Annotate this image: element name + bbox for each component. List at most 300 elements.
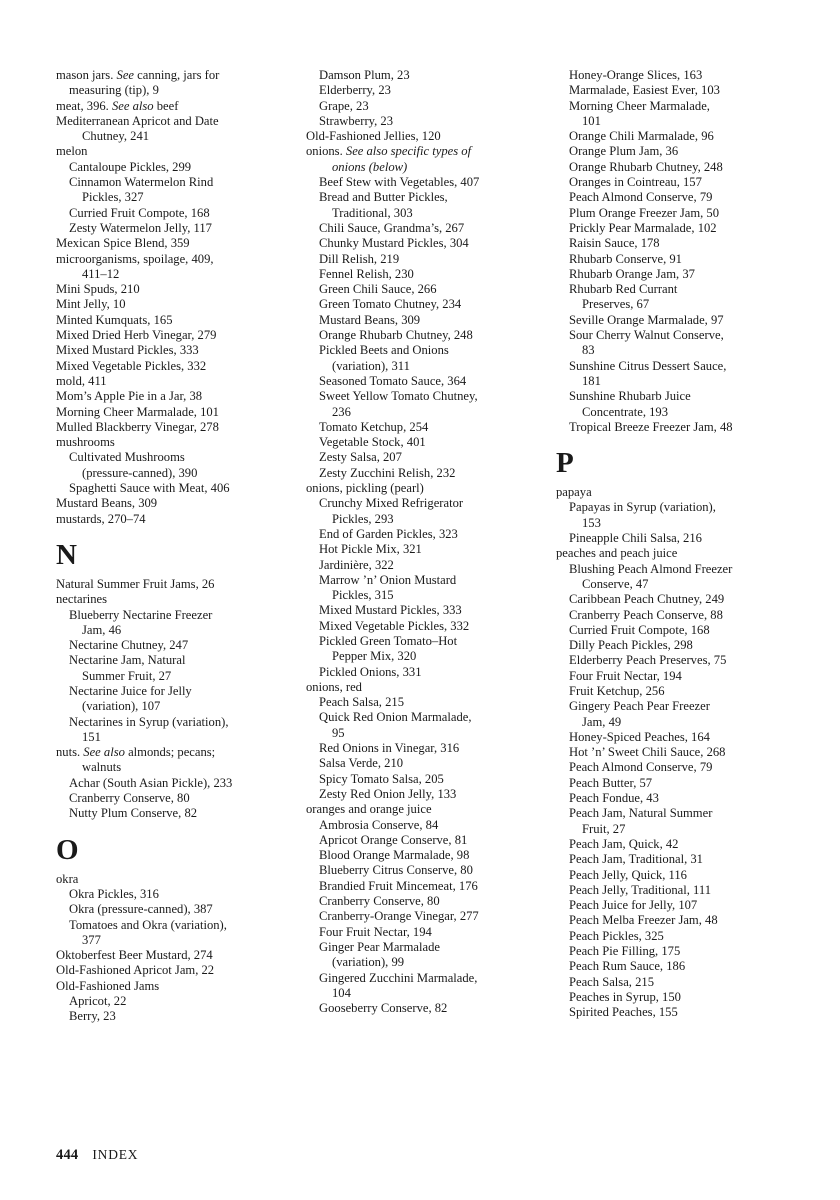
index-entry — [556, 730, 784, 745]
index-entry — [56, 481, 284, 496]
index-entry-text: Curried Fruit Compote, 168 — [569, 622, 710, 637]
index-entry — [56, 221, 284, 236]
index-entry-text: Peach Juice for Jelly, 107 — [569, 898, 698, 913]
page-footer — [56, 1147, 138, 1164]
index-entry — [556, 975, 784, 990]
index-entry-text: (pressure-canned), 390 — [82, 465, 198, 480]
index-entry — [306, 909, 534, 924]
index-entry — [56, 979, 284, 994]
index-entry — [306, 756, 534, 771]
index-entry — [56, 592, 284, 607]
index-letter-heading: P — [556, 447, 575, 480]
index-entry — [556, 837, 784, 852]
index-entry — [306, 83, 534, 98]
index-entry — [306, 818, 534, 833]
index-entry — [306, 542, 534, 557]
index-entry — [556, 822, 784, 837]
index-entry — [556, 623, 784, 638]
index-entry-text: Nectarine Jam, Natural — [69, 653, 186, 668]
index-entry-text: Marmalade, Easiest Ever, 103 — [569, 83, 720, 98]
index-entry — [556, 791, 784, 806]
index-entry-text: Mexican Spice Blend, 359 — [56, 236, 190, 251]
index-entry — [56, 343, 284, 358]
index-entry-text: Sunshine Rhubarb Juice — [569, 389, 691, 404]
index-entry-text: Mixed Vegetable Pickles, 332 — [319, 618, 470, 633]
index-entry — [306, 787, 534, 802]
index-entry — [56, 466, 284, 481]
index-entry — [306, 68, 534, 83]
index-entry-text: Jardinière, 322 — [319, 557, 394, 572]
index-entry-text: Chunky Mustard Pickles, 304 — [319, 236, 469, 251]
index-entry-text: Peach Rum Sauce, 186 — [569, 959, 686, 974]
index-entry — [56, 297, 284, 312]
index-entry — [306, 588, 534, 603]
index-entry — [306, 206, 534, 221]
index-entry-text: Spicy Tomato Salsa, 205 — [319, 771, 444, 786]
index-entry-text: Green Tomato Chutney, 234 — [319, 297, 462, 312]
index-entry-text: Four Fruit Nectar, 194 — [569, 668, 682, 683]
index-entry-text: Tomatoes and Okra (variation), — [69, 917, 227, 932]
index-entry — [556, 531, 784, 546]
index-entry — [56, 806, 284, 821]
index-entry-text: Rhubarb Conserve, 91 — [569, 251, 682, 266]
index-entry — [306, 971, 534, 986]
index-entry — [56, 933, 284, 948]
index-entry-text: onions, pickling (pearl) — [306, 481, 424, 496]
index-entry — [56, 144, 284, 159]
index-entry — [556, 653, 784, 668]
index-entry — [556, 1005, 784, 1020]
index-entry-text: Nectarine Juice for Jelly — [69, 683, 192, 698]
index-entry — [556, 684, 784, 699]
index-entry-text: Old-Fashioned Jellies, 120 — [306, 129, 441, 144]
index-entry-text: Tropical Breeze Freezer Jam, 48 — [569, 419, 733, 434]
index-entry-text: Mulled Blackberry Vinegar, 278 — [56, 419, 219, 434]
index-entry — [306, 129, 534, 144]
index-entry — [556, 699, 784, 714]
index-entry-text: Plum Orange Freezer Jam, 50 — [569, 205, 720, 220]
index-letter-heading: O — [56, 833, 80, 866]
index-entry — [306, 848, 534, 863]
index-entry-text: Gooseberry Conserve, 82 — [319, 1001, 448, 1016]
index-entry-text: canning, jars for — [137, 68, 220, 82]
index-entry — [556, 343, 784, 358]
index-entry — [56, 608, 284, 623]
index-entry — [556, 852, 784, 867]
index-entry-text: Dilly Peach Pickles, 298 — [569, 638, 693, 653]
index-entry-text: Spirited Peaches, 155 — [569, 1005, 678, 1020]
folio-number: 444 — [56, 1147, 79, 1163]
index-entry — [56, 405, 284, 420]
index-entry — [306, 879, 534, 894]
index-entry — [306, 1001, 534, 1016]
index-entry — [556, 328, 784, 343]
index-entry-text: Caribbean Peach Chutney, 249 — [569, 592, 725, 607]
index-entry-text: beef — [156, 98, 179, 113]
index-cross-reference: onions (below) — [332, 159, 408, 174]
index-entry — [556, 282, 784, 297]
index-entry-text: Nectarine Chutney, 247 — [69, 638, 189, 653]
index-entry-text: Peach Pie Filling, 175 — [569, 944, 681, 959]
index-entry-text: (variation), 311 — [332, 358, 410, 373]
index-entry — [306, 710, 534, 725]
index-entry-text: Salsa Verde, 210 — [319, 756, 404, 771]
index-entry — [556, 114, 784, 129]
index-entry-text: Mixed Dried Herb Vinegar, 279 — [56, 328, 217, 343]
index-entry-text: Oranges in Cointreau, 157 — [569, 175, 702, 190]
index-entry — [556, 221, 784, 236]
index-entry-text: Sour Cherry Walnut Conserve, — [569, 328, 724, 343]
index-entry-text: Peach Melba Freezer Jam, 48 — [569, 913, 718, 928]
index-entry-text: Green Chili Sauce, 266 — [319, 282, 437, 297]
index-entry — [306, 680, 534, 695]
index-entry-text: Jam, 49 — [582, 714, 622, 729]
index-entry — [306, 405, 534, 420]
index-entry — [556, 99, 784, 114]
index-entry — [56, 496, 284, 511]
index-entry-text: Mustard Beans, 309 — [56, 496, 158, 511]
index-entry-text: Dill Relish, 219 — [319, 251, 400, 266]
index-entry-text: Okra (pressure-canned), 387 — [69, 902, 213, 917]
index-entry-text: Honey-Orange Slices, 163 — [569, 68, 703, 82]
index-entry — [56, 190, 284, 205]
index-entry-text: Rhubarb Red Currant — [569, 282, 678, 297]
index-entry — [306, 619, 534, 634]
index-entry-text: Peach Jelly, Traditional, 111 — [569, 882, 712, 897]
index-entry-text: Hot ’n’ Sweet Chili Sauce, 268 — [569, 745, 726, 760]
index-entry — [56, 512, 284, 527]
index-entry-text: Prickly Pear Marmalade, 102 — [569, 220, 717, 235]
index-entry — [56, 730, 284, 745]
index-entry — [56, 374, 284, 389]
index-entry — [306, 420, 534, 435]
index-entry — [56, 653, 284, 668]
index-entry-text: Beef Stew with Vegetables, 407 — [319, 175, 480, 190]
index-entry-text: Minted Kumquats, 165 — [56, 312, 173, 327]
index-entry — [306, 649, 534, 664]
index-entry-text: Papayas in Syrup (variation), — [569, 500, 716, 515]
index-entry-text: Okra Pickles, 316 — [69, 886, 159, 901]
index-entry — [56, 282, 284, 297]
index-entry-text: Cinnamon Watermelon Rind — [69, 175, 214, 190]
index-entry-text: Orange Chili Marmalade, 96 — [569, 129, 714, 144]
index-entry — [56, 948, 284, 963]
index-entry — [556, 267, 784, 282]
index-entry-text: Quick Red Onion Marmalade, — [319, 710, 472, 725]
index-entry-text: Mixed Mustard Pickles, 333 — [319, 603, 462, 618]
index-entry — [556, 144, 784, 159]
index-entry — [56, 887, 284, 902]
index-entry — [306, 343, 534, 358]
index-column-1 — [56, 68, 284, 1088]
index-entry — [56, 791, 284, 806]
index-entry — [556, 374, 784, 389]
index-entry-text: nectarines — [56, 592, 108, 607]
index-entry-text: meat, 396. — [56, 98, 112, 113]
index-entry-text: Peach Salsa, 215 — [319, 695, 404, 710]
index-entry-text: oranges and orange juice — [306, 802, 432, 817]
index-entry-text: Pickles, 293 — [332, 511, 394, 526]
index-entry-text: Mixed Vegetable Pickles, 332 — [56, 358, 207, 373]
index-entry — [306, 221, 534, 236]
index-entry — [56, 872, 284, 887]
index-entry-text: Peach Almond Conserve, 79 — [569, 190, 713, 205]
index-entry — [306, 435, 534, 450]
index-entry-text: Mediterranean Apricot and Date — [56, 113, 219, 128]
index-entry-text: 377 — [82, 932, 101, 947]
index-entry-text: Vegetable Stock, 401 — [319, 435, 426, 450]
index-entry — [306, 282, 534, 297]
index-entry — [306, 359, 534, 374]
index-entry-text: 104 — [332, 985, 351, 1000]
index-entry-text: Four Fruit Nectar, 194 — [319, 924, 432, 939]
index-entry-text: Crunchy Mixed Refrigerator — [319, 496, 464, 511]
index-entry-text: Red Onions in Vinegar, 316 — [319, 741, 460, 756]
index-entry — [306, 236, 534, 251]
index-entry-text: Nectarines in Syrup (variation), — [69, 714, 229, 729]
index-entry-text: Grape, 23 — [319, 98, 369, 113]
index-entry — [306, 466, 534, 481]
index-entry — [556, 313, 784, 328]
index-entry-text: Pickled Green Tomato–Hot — [319, 633, 458, 648]
index-entry-text: Orange Rhubarb Chutney, 248 — [319, 328, 473, 343]
index-entry — [306, 772, 534, 787]
index-entry-text: Zesty Red Onion Jelly, 133 — [319, 786, 457, 801]
index-entry — [556, 806, 784, 821]
index-entry-text: Fruit, 27 — [582, 821, 626, 836]
index-entry — [56, 577, 284, 592]
index-entry — [556, 990, 784, 1005]
index-entry — [556, 776, 784, 791]
index-entry-text: Oktoberfest Beer Mustard, 274 — [56, 948, 213, 963]
index-entry-text: Nutty Plum Conserve, 82 — [69, 806, 198, 821]
index-cross-reference: See also — [111, 98, 157, 113]
index-entry — [56, 160, 284, 175]
index-entry — [306, 481, 534, 496]
index-entry-text: Zesty Zucchini Relish, 232 — [319, 465, 456, 480]
index-entry-text: Jam, 46 — [82, 622, 122, 637]
index-entry — [556, 516, 784, 531]
index-entry-text: mold, 411 — [56, 373, 107, 388]
index-entry-text: Blueberry Nectarine Freezer — [69, 607, 213, 622]
index-cross-reference: See — [116, 68, 138, 82]
index-entry — [306, 328, 534, 343]
index-entry-text: Curried Fruit Compote, 168 — [69, 205, 210, 220]
index-entry — [306, 512, 534, 527]
index-entry — [306, 955, 534, 970]
index-entry-text: Apricot, 22 — [69, 994, 127, 1009]
index-entry-text: Chili Sauce, Grandma’s, 267 — [319, 220, 465, 235]
index-cross-reference: See also specific types of — [345, 144, 472, 159]
index-entry-text: nuts. — [56, 745, 84, 760]
index-entry — [56, 699, 284, 714]
index-entry-text: Damson Plum, 23 — [319, 68, 410, 82]
index-entry-text: (variation), 99 — [332, 955, 405, 970]
index-entry-text: onions. — [306, 144, 346, 159]
index-entry-text: Marrow ’n’ Onion Mustard — [319, 572, 457, 587]
index-entry-text: 153 — [582, 515, 601, 530]
index-entry-text: Gingery Peach Pear Freezer — [569, 699, 710, 714]
index-column-3 — [556, 68, 784, 1088]
index-entry — [306, 374, 534, 389]
index-entry — [56, 623, 284, 638]
index-entry — [306, 802, 534, 817]
index-entry-text: Sweet Yellow Tomato Chutney, — [319, 389, 478, 404]
index-entry — [56, 359, 284, 374]
index-entry — [556, 944, 784, 959]
index-entry — [556, 562, 784, 577]
index-entry-text: papaya — [556, 485, 592, 500]
index-entry-text: 181 — [582, 373, 601, 388]
index-entry — [56, 252, 284, 267]
index-cross-reference: See also — [83, 745, 129, 760]
index-entry-text: Pickled Onions, 331 — [319, 664, 422, 679]
index-entry-text: microorganisms, spoilage, 409, — [56, 251, 214, 266]
index-entry-text: Old-Fashioned Jams — [56, 978, 160, 993]
index-entry-text: Raisin Sauce, 178 — [569, 236, 660, 251]
index-entry-text: Ambrosia Conserve, 84 — [319, 817, 439, 832]
index-entry-text: 101 — [582, 113, 601, 128]
index-entry — [556, 160, 784, 175]
index-entry — [56, 745, 284, 760]
index-entry-text: Peach Butter, 57 — [569, 775, 653, 790]
index-entry-text: Blushing Peach Almond Freezer — [569, 561, 733, 576]
index-entry — [556, 608, 784, 623]
index-entry-text: Apricot Orange Conserve, 81 — [319, 832, 468, 847]
index-entry-text: Fruit Ketchup, 256 — [569, 683, 665, 698]
index-entry-text: Achar (South Asian Pickle), 233 — [69, 775, 233, 790]
index-entry-text: Ginger Pear Marmalade — [319, 939, 440, 954]
index-entry — [556, 868, 784, 883]
index-entry-text: 151 — [82, 729, 101, 744]
index-entry-text: Strawberry, 23 — [319, 113, 394, 128]
index-entry-text: Pepper Mix, 320 — [332, 649, 417, 664]
index-entry — [556, 592, 784, 607]
index-entry — [56, 420, 284, 435]
index-entry — [556, 83, 784, 98]
index-entry-text: Pineapple Chili Salsa, 216 — [569, 531, 702, 546]
index-entry-text: Peach Pickles, 325 — [569, 928, 664, 943]
index-letter-heading: N — [56, 538, 78, 571]
index-entry-text: Cantaloupe Pickles, 299 — [69, 159, 192, 174]
index-entry — [56, 994, 284, 1009]
index-entry-text: Gingered Zucchini Marmalade, — [319, 970, 478, 985]
index-entry — [306, 267, 534, 282]
index-entry-text: Cranberry-Orange Vinegar, 277 — [319, 909, 479, 924]
index-entry-text: Mixed Mustard Pickles, 333 — [56, 343, 199, 358]
index-entry-text: Peach Jam, Traditional, 31 — [569, 852, 703, 867]
index-entry-text: Honey-Spiced Peaches, 164 — [569, 729, 710, 744]
index-entry — [306, 527, 534, 542]
index-entry-text: Mini Spuds, 210 — [56, 282, 140, 297]
index-entry — [556, 190, 784, 205]
index-entry-text: Pickled Beets and Onions — [319, 343, 449, 358]
index-entry-text: mushrooms — [56, 435, 115, 450]
index-entry — [556, 577, 784, 592]
index-entry — [556, 760, 784, 775]
index-entry — [56, 206, 284, 221]
index-entry-text: melon — [56, 144, 88, 159]
index-entry-text: Morning Cheer Marmalade, — [569, 98, 710, 113]
index-entry — [56, 389, 284, 404]
index-entry-text: Blueberry Citrus Conserve, 80 — [319, 863, 473, 878]
index-entry — [556, 745, 784, 760]
index-entry — [556, 389, 784, 404]
index-entry — [306, 741, 534, 756]
index-entry — [306, 726, 534, 741]
index-entry — [306, 313, 534, 328]
index-entry-text: Tomato Ketchup, 254 — [319, 419, 429, 434]
index-entry — [56, 236, 284, 251]
index-entry — [556, 898, 784, 913]
index-entry — [306, 665, 534, 680]
index-entry — [56, 99, 284, 114]
index-entry-text: Pickles, 315 — [332, 588, 394, 603]
index-entry-text: Cranberry Conserve, 80 — [69, 791, 190, 806]
index-entry — [556, 297, 784, 312]
index-entry-text: Preserves, 67 — [582, 297, 650, 312]
index-entry-text: Orange Rhubarb Chutney, 248 — [569, 159, 723, 174]
index-entry — [56, 175, 284, 190]
index-entry — [556, 206, 784, 221]
index-entry-text: Cultivated Mushrooms — [69, 450, 185, 465]
index-entry — [306, 389, 534, 404]
index-entry-text: Peach Jam, Natural Summer — [569, 806, 713, 821]
index-entry — [56, 83, 284, 98]
index-entry-text: (variation), 107 — [82, 699, 161, 714]
index-entry-text: walnuts — [82, 760, 122, 775]
index-entry — [556, 129, 784, 144]
index-entry — [56, 760, 284, 775]
index-entry-text: Hot Pickle Mix, 321 — [319, 542, 422, 557]
index-entry — [556, 175, 784, 190]
index-entry-text: Blood Orange Marmalade, 98 — [319, 848, 470, 863]
index-entry-text: Zesty Salsa, 207 — [319, 450, 402, 465]
index-entry — [56, 963, 284, 978]
index-entry-text: Morning Cheer Marmalade, 101 — [56, 404, 219, 419]
index-entry-text: Seville Orange Marmalade, 97 — [569, 312, 724, 327]
index-entry-text: Peaches in Syrup, 150 — [569, 989, 681, 1004]
index-entry-text: Seasoned Tomato Sauce, 364 — [319, 373, 467, 388]
index-entry — [56, 715, 284, 730]
index-entry-text: okra — [56, 871, 79, 886]
index-entry — [556, 929, 784, 944]
index-entry-text: Berry, 23 — [69, 1009, 116, 1024]
index-entry-text: Spaghetti Sauce with Meat, 406 — [69, 481, 230, 496]
index-entry — [556, 669, 784, 684]
index-entry — [556, 546, 784, 561]
index-entry-text: Fennel Relish, 230 — [319, 266, 414, 281]
index-entry — [306, 144, 534, 159]
index-entry-text: Elderberry Peach Preserves, 75 — [569, 653, 727, 668]
index-entry-text: 411–12 — [82, 266, 120, 281]
index-entry — [56, 313, 284, 328]
index-entry-text: Peach Jam, Quick, 42 — [569, 836, 679, 851]
index-entry-text: Natural Summer Fruit Jams, 26 — [56, 576, 215, 591]
index-entry-text: Mustard Beans, 309 — [319, 312, 421, 327]
index-entry-text: mustards, 270–74 — [56, 511, 146, 526]
index-entry — [56, 68, 284, 83]
index-entry — [306, 114, 534, 129]
index-entry — [306, 925, 534, 940]
index-entry — [306, 833, 534, 848]
index-entry — [56, 669, 284, 684]
index-entry — [556, 883, 784, 898]
index-entry — [556, 500, 784, 515]
index-entry-text: Zesty Watermelon Jelly, 117 — [69, 220, 212, 235]
index-entry — [56, 902, 284, 917]
index-entry-text: Cranberry Peach Conserve, 88 — [569, 607, 723, 622]
